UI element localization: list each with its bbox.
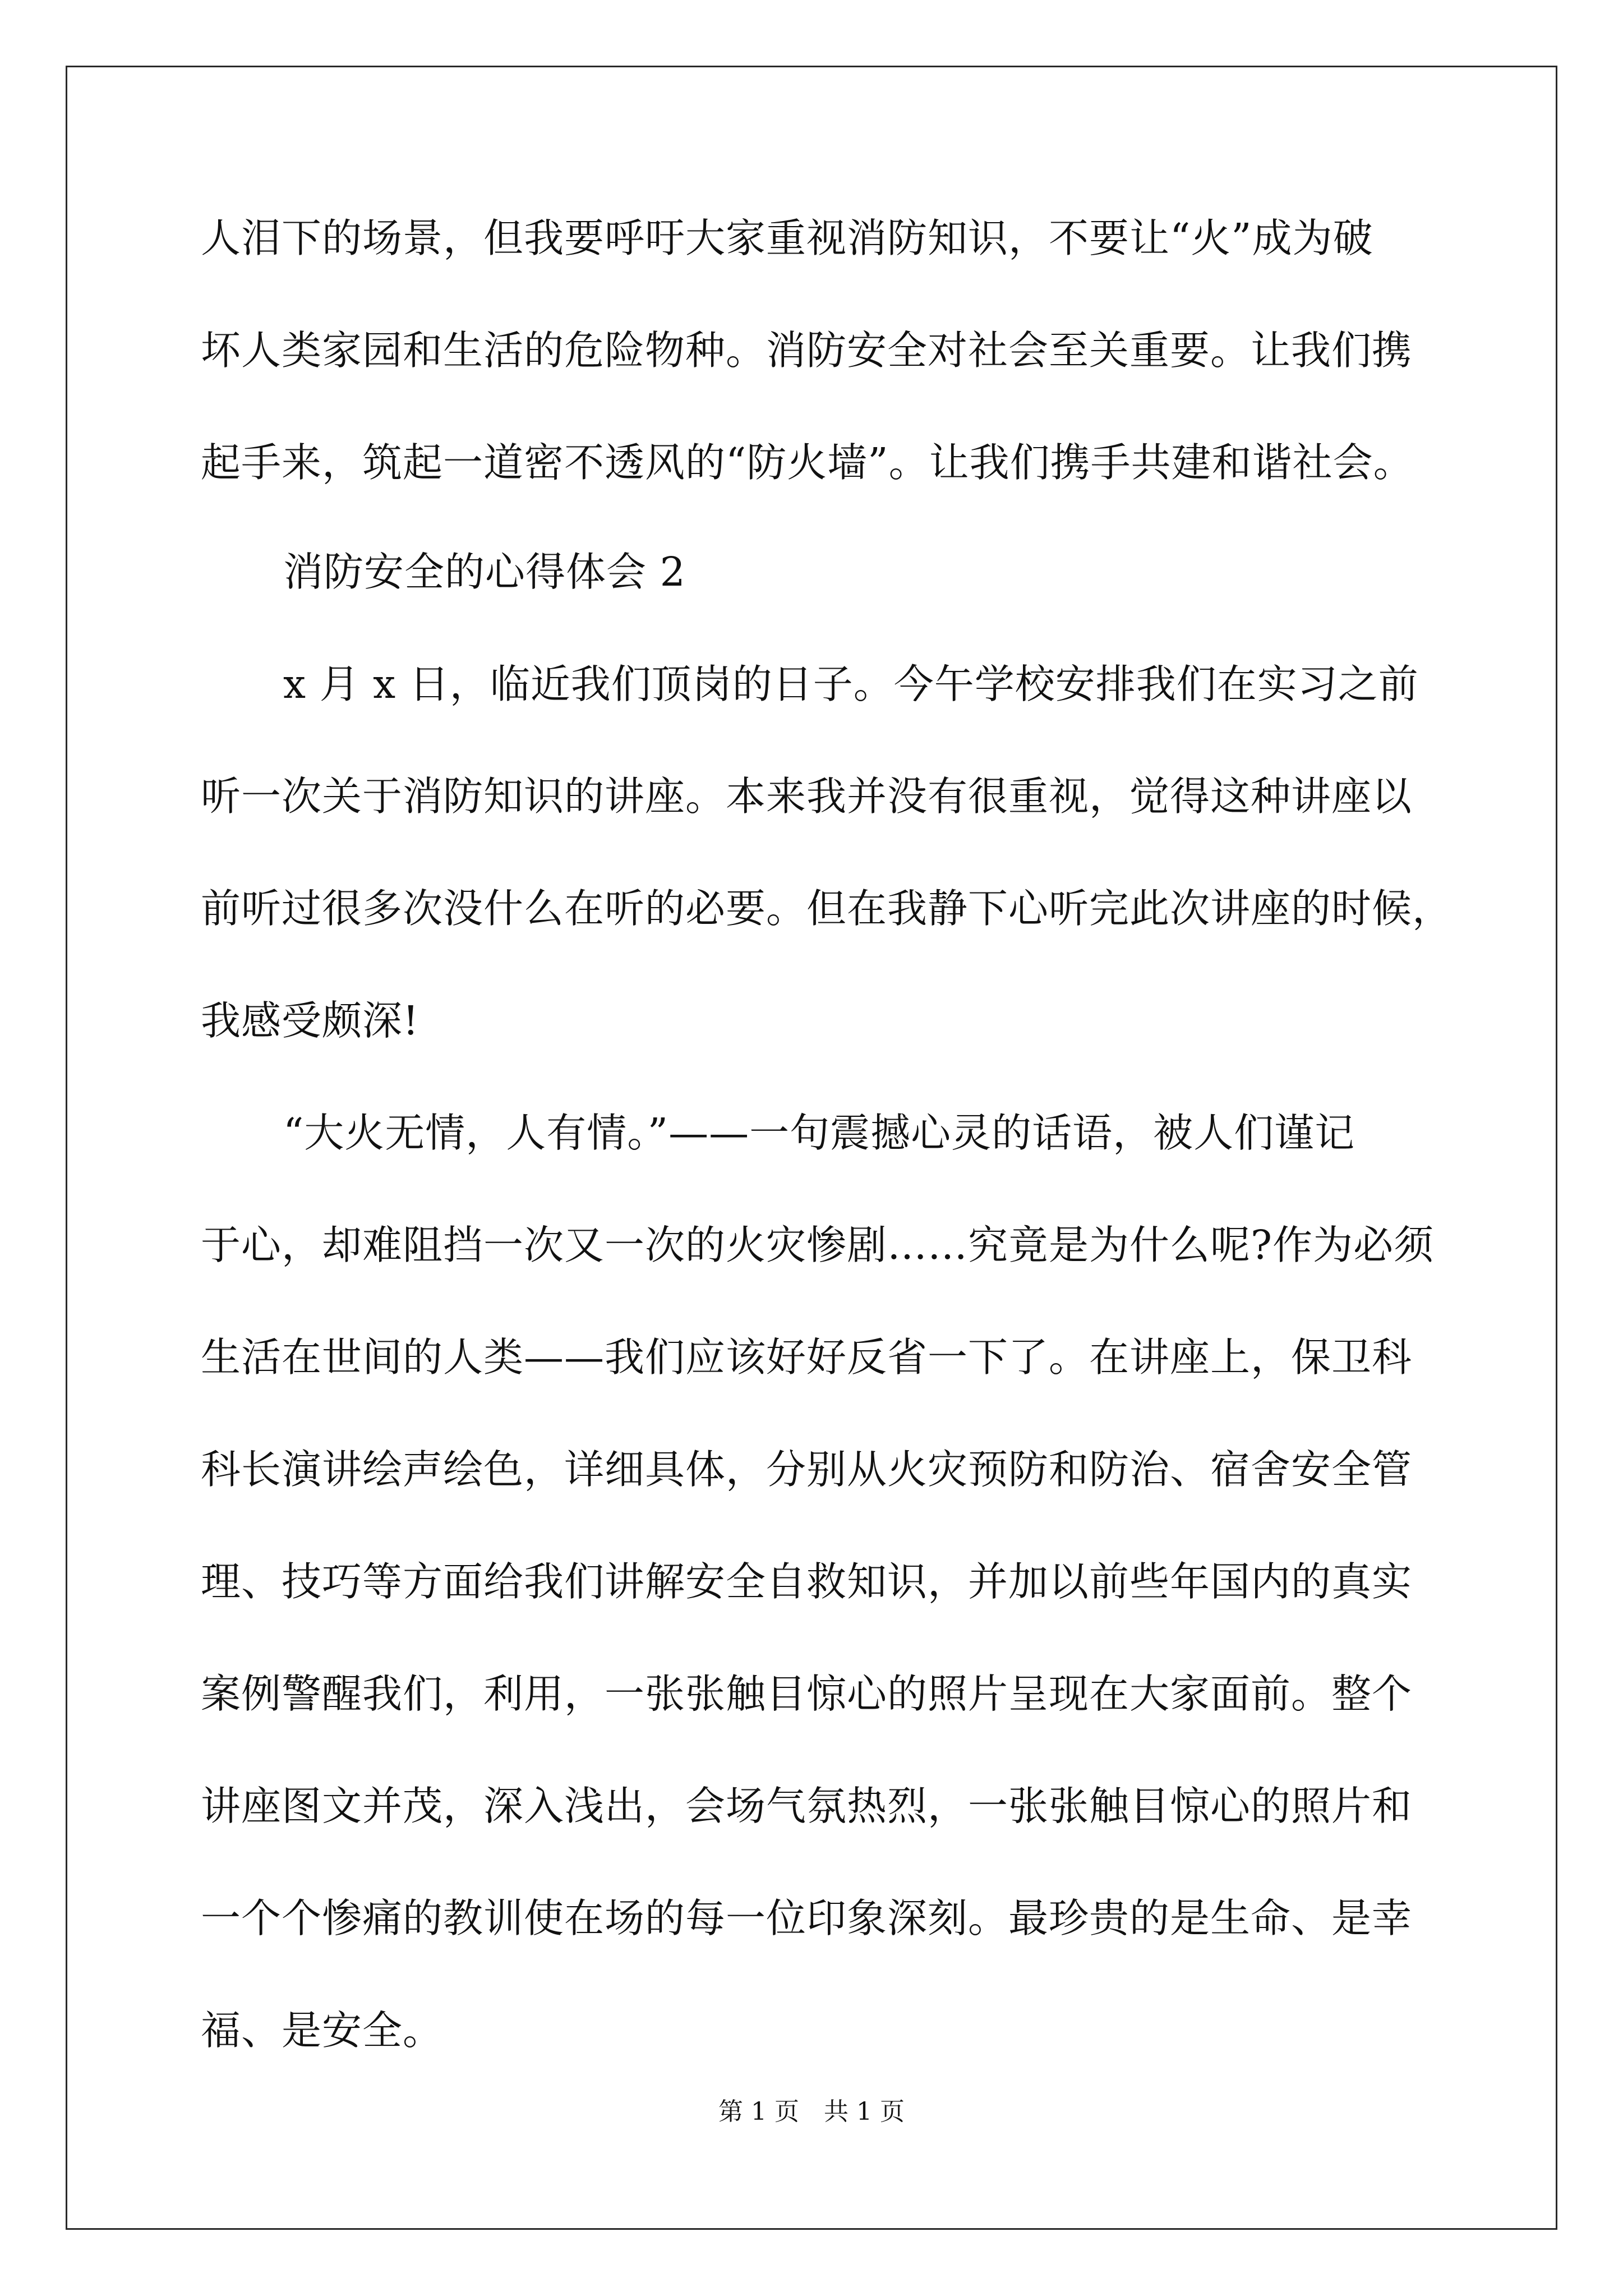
body-line: 听一次关于消防知识的讲座。本来我并没有很重视，觉得这种讲座以	[201, 773, 1413, 820]
body-line: 生活在世间的人类——我们应该好好反省一下了。在讲座上，保卫科	[201, 1334, 1413, 1381]
body-line: 案例警醒我们，利用，一张张触目惊心的照片呈现在大家面前。整个	[201, 1671, 1413, 1717]
page-footer: 第 1 页 共 1 页	[718, 2097, 905, 2126]
body-line: 于心，却难阻挡一次又一次的火灾惨剧……究竟是为什么呢?作为必须	[201, 1222, 1435, 1268]
body-line: 讲座图文并茂，深入浅出，会场气氛热烈，一张张触目惊心的照片和	[201, 1783, 1413, 1829]
section-heading: 消防安全的心得体会 2	[283, 549, 686, 595]
body-line: 人泪下的场景，但我要呼吁大家重视消防知识，不要让“火”成为破	[201, 215, 1373, 261]
body-line: 我感受颇深!	[201, 997, 419, 1044]
body-line: 理、技巧等方面给我们讲解安全自救知识，并加以前些年国内的真实	[201, 1558, 1413, 1605]
body-line: 前听过很多次没什么在听的必要。但在我静下心听完此次讲座的时候，	[201, 885, 1453, 932]
body-line: 坏人类家园和生活的危险物种。消防安全对社会至关重要。让我们携	[201, 327, 1413, 374]
body-line: x 月 x 日，临近我们顶岗的日子。今午学校安排我们在实习之前	[283, 661, 1419, 707]
body-line: 起手来，筑起一道密不透风的“防火墙”。让我们携手共建和谐社会。	[201, 439, 1414, 486]
body-line: “大火无情，人有情。”——一句震撼心灵的话语，被人们谨记	[283, 1110, 1355, 1156]
body-line: 福、是安全。	[201, 2007, 444, 2054]
body-line: 一个个惨痛的教训使在场的每一位印象深刻。最珍贵的是生命、是幸	[201, 1895, 1413, 1941]
body-line: 科长演讲绘声绘色，详细具体，分别从火灾预防和防治、宿舍安全管	[201, 1446, 1413, 1493]
